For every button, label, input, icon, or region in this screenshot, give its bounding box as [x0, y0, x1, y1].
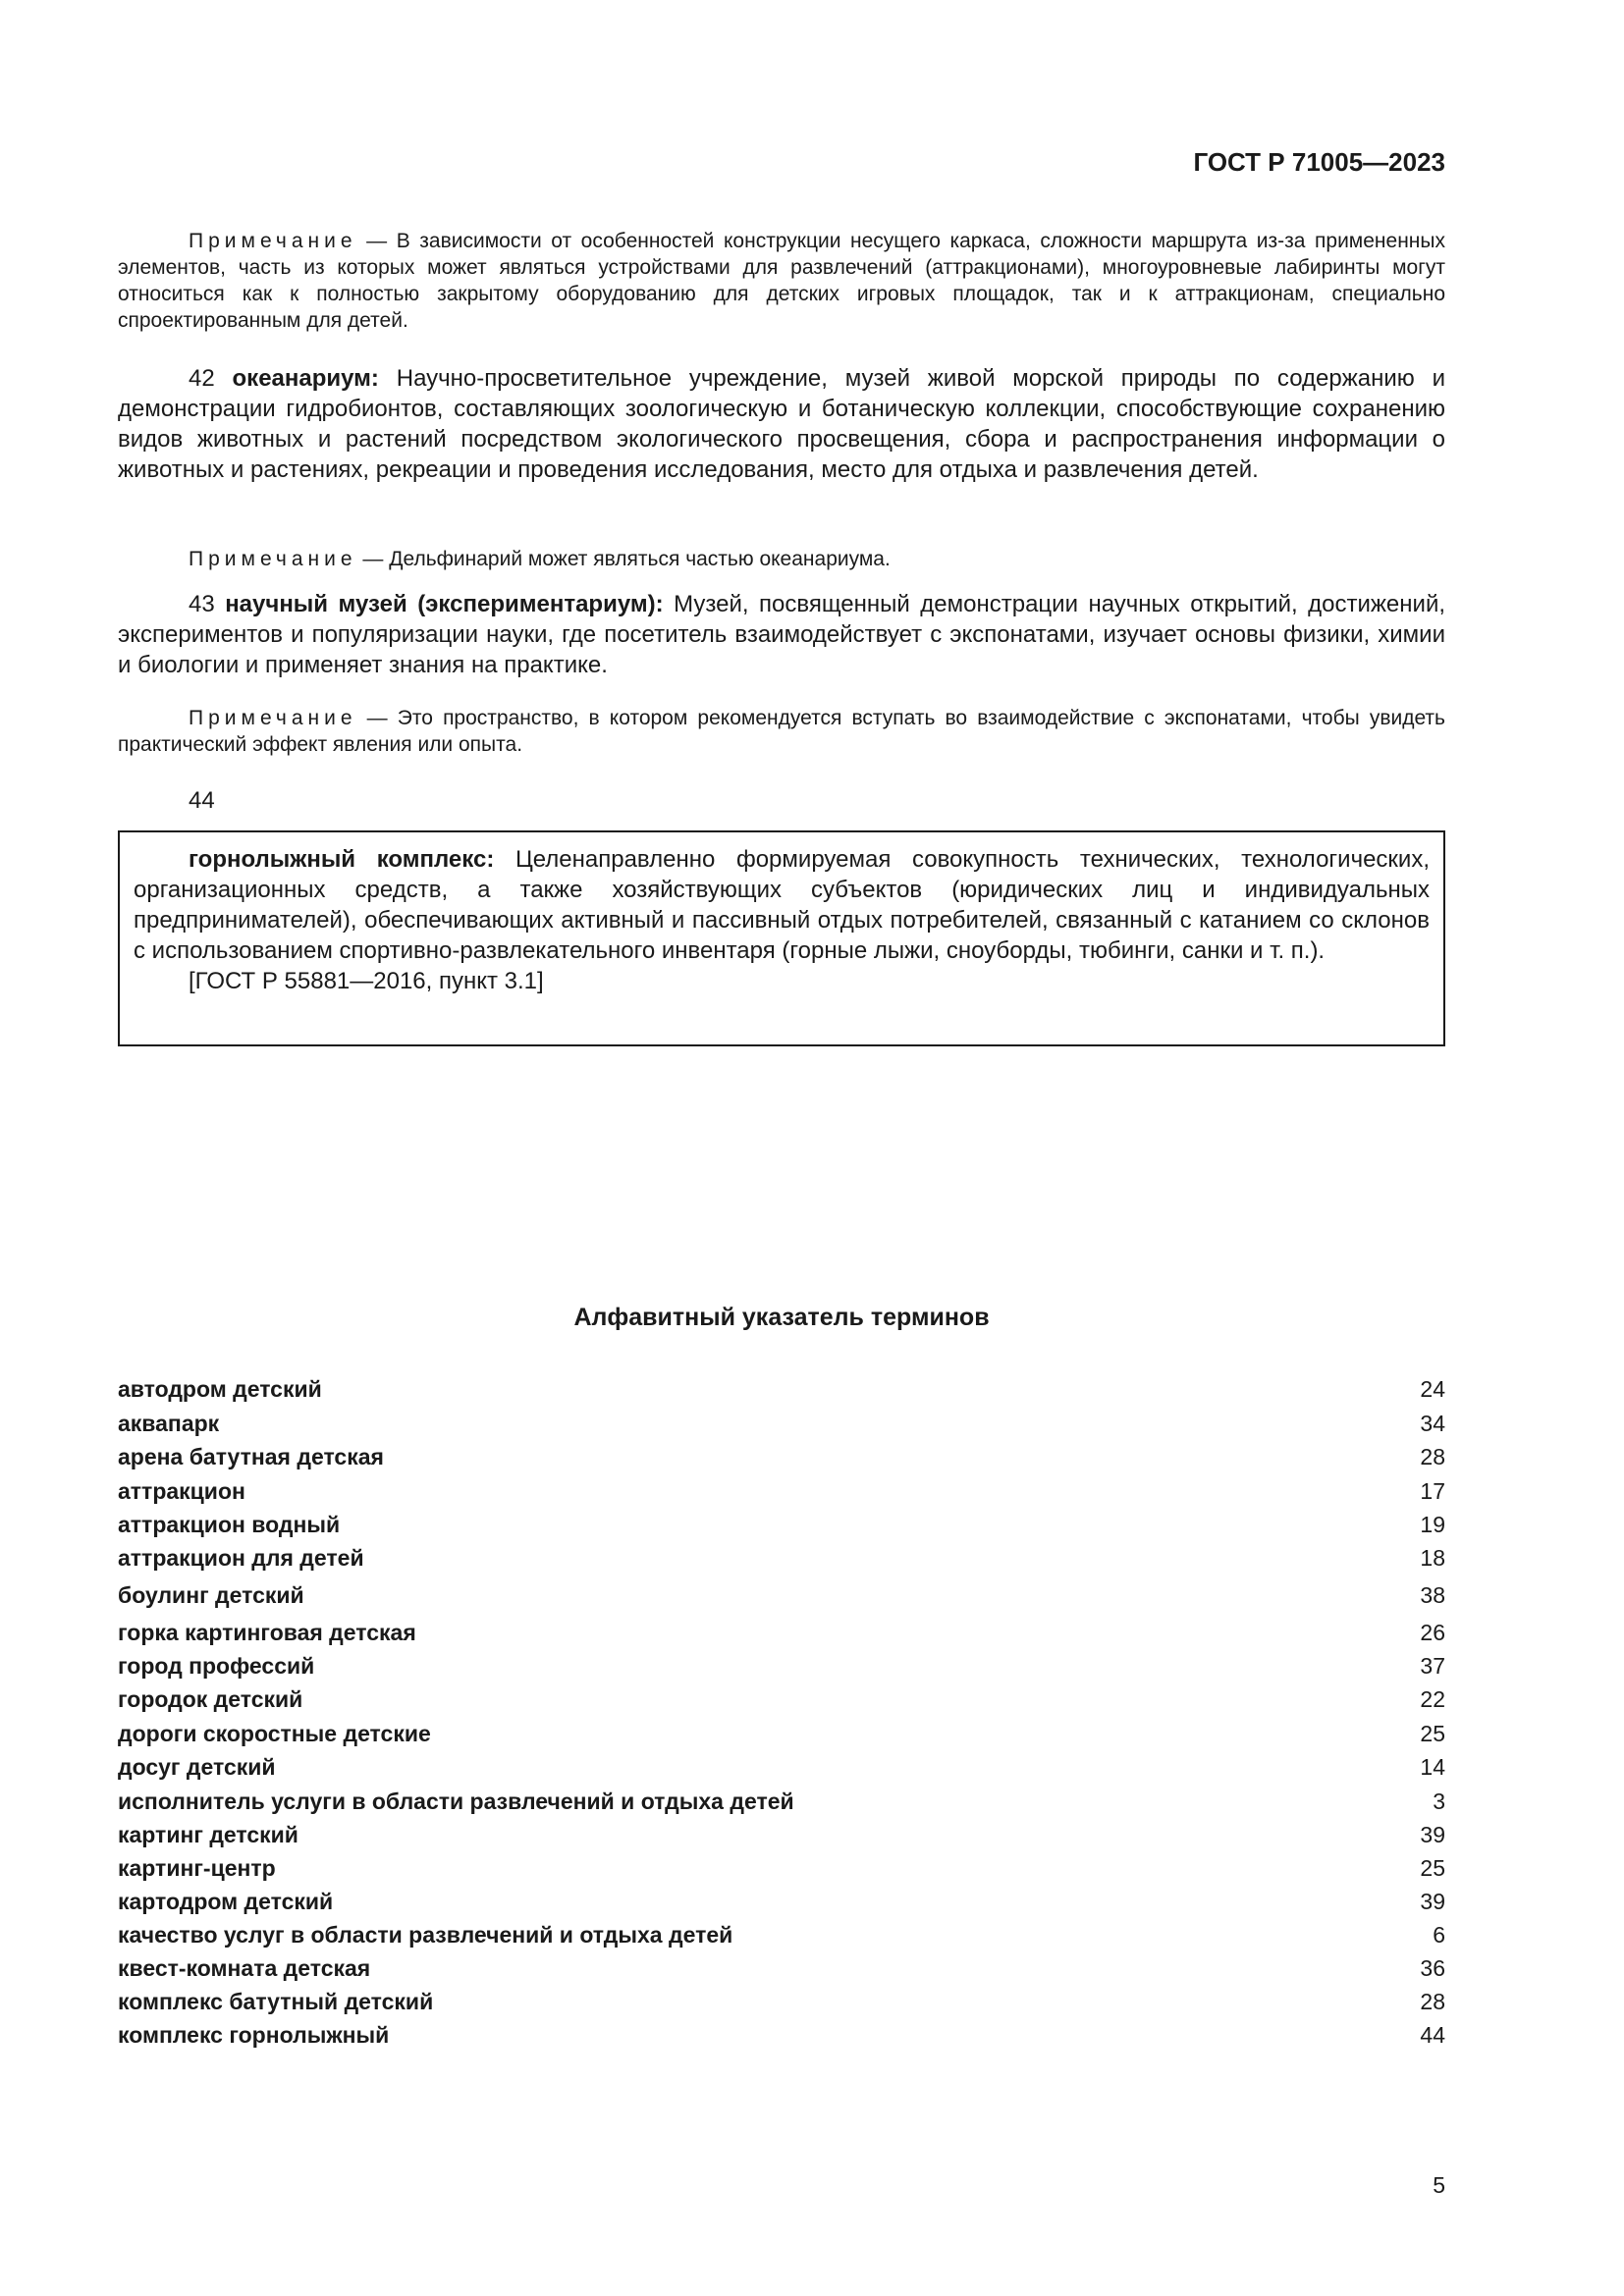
index-entry-term: город профессий: [118, 1653, 315, 1679]
index-entry: [118, 1820, 1445, 1849]
index-entry-term: комплекс батутный детский: [118, 1989, 434, 2014]
index-entry-term: картинг-центр: [118, 1855, 276, 1881]
term-definition: Музей, посвященный демонстрации научных открытий, достижений, экспериментов и популяризации науки, где посетитель взаимодействует с экспонатами, изучает основы физики, химии и биологии и применяет знания на практике.: [118, 591, 1446, 678]
index-entry-number: 26: [1420, 1620, 1445, 1645]
index-entry-term: аттракцион водный: [118, 1512, 341, 1537]
index-entry-term: аквапарк: [118, 1411, 220, 1436]
note-dash: —: [356, 230, 397, 252]
index-entry-term: исполнитель услуги в области развлечений и отдыха детей: [118, 1789, 794, 1814]
page-number: 5: [1433, 2172, 1445, 2198]
index-entry: [118, 1787, 1445, 1816]
index-entry-term: аттракцион: [118, 1478, 245, 1504]
quoted-term-box: [118, 830, 1445, 1046]
index-entry: [118, 1543, 1445, 1573]
term-name: океанариум:: [232, 365, 379, 392]
note-label: Примечание: [189, 230, 357, 252]
index-entry: [118, 1409, 1445, 1438]
note-paragraph: [118, 228, 1445, 334]
index-entry-term: дороги скоростные детские: [118, 1721, 431, 1746]
index-entry-number: 28: [1420, 1444, 1445, 1469]
index-entry: [118, 1920, 1445, 1949]
index-entry: [118, 1719, 1445, 1748]
term-definition: Научно-просветительное учреждение, музей живой морской природы по содержанию и демонстрации гидробионтов, составляющих зоологическую и ботаническую коллекции, способствующие сохранению видов животных и растений посредством экологического просвещения, сбора и распространения информации о животных и растениях, рекреации и проведения исследования, место для отдыха и развлечения детей.: [118, 365, 1445, 483]
index-entry-term: городок детский: [118, 1686, 303, 1712]
term-definition: Целенаправленно формируемая совокупность технических, технологических, организационных средств, а также хозяйствующих субъектов (юридических лиц и индивидуальных предпринимателей), обеспечивающих активный и пассивный отдых потребителей, связанный с катанием со склонов с использованием спортивно-развлекательного инвентаря (горные лыжи, сноуборды, тюбинги, санки и т. п.).: [134, 846, 1431, 964]
note-dash: —: [356, 548, 390, 570]
index-entry-number: 28: [1420, 1989, 1445, 2014]
document-header: ГОСТ Р 71005—2023: [1193, 147, 1445, 177]
note-label: Примечание: [189, 548, 357, 570]
index-entry-term: арена батутная детская: [118, 1444, 384, 1469]
index-entry: [118, 1651, 1445, 1681]
note-paragraph: [118, 705, 1445, 758]
index-entry-number: 39: [1420, 1889, 1445, 1914]
note-text: Дельфинарий может являться частью океанариума.: [389, 548, 891, 570]
index-entry-term: аттракцион для детей: [118, 1545, 364, 1571]
note-dash: —: [356, 707, 398, 729]
index-entry: [118, 1853, 1445, 1883]
index-entry: [118, 1374, 1445, 1404]
term-number: 43: [189, 591, 215, 617]
index-entry: [118, 1580, 1445, 1610]
note-label: Примечание: [189, 707, 357, 729]
index-entry-term: качество услуг в области развлечений и отдыха детей: [118, 1922, 733, 1948]
index-entry-number: 34: [1420, 1411, 1445, 1436]
index-entry-number: 24: [1420, 1376, 1445, 1402]
term-source-reference: [ГОСТ Р 55881—2016, пункт 3.1]: [189, 968, 544, 994]
index-entry-number: 39: [1420, 1822, 1445, 1847]
index-entry-number: 25: [1420, 1855, 1445, 1881]
index-entry-term: комплекс горнолыжный: [118, 2022, 390, 2048]
index-entry-term: квест-комната детская: [118, 1955, 371, 1981]
index-entry-number: 25: [1420, 1721, 1445, 1746]
index-entry: [118, 1684, 1445, 1714]
index-entry-term: боулинг детский: [118, 1582, 304, 1608]
index-entry-term: картинг детский: [118, 1822, 298, 1847]
index-entry-term: автодром детский: [118, 1376, 322, 1402]
term-name: научный музей (экспериментариум):: [225, 591, 664, 617]
index-entry-number: 18: [1420, 1545, 1445, 1571]
index-entry-number: 6: [1433, 1922, 1445, 1948]
index-entry: [118, 1987, 1445, 2016]
index-entry: [118, 1953, 1445, 1983]
index-entry-term: горка картинговая детская: [118, 1620, 416, 1645]
index-entry-number: 36: [1420, 1955, 1445, 1981]
term-entry-43: [118, 589, 1445, 680]
note-paragraph: [118, 546, 1445, 572]
note-text: Это пространство, в котором рекомендуется вступать во взаимодействие с экспонатами, чтобы увидеть практический эффект явления или опыта.: [118, 707, 1445, 756]
index-entry-term: картодром детский: [118, 1889, 334, 1914]
index-entry: [118, 1476, 1445, 1506]
index-entry: [118, 1887, 1445, 1916]
index-entry-term: досуг детский: [118, 1754, 276, 1780]
index-entry: [118, 1618, 1445, 1647]
index-entry: [118, 1752, 1445, 1782]
index-entry: [118, 1442, 1445, 1471]
index-entry-number: 37: [1420, 1653, 1445, 1679]
index-entry-number: 17: [1420, 1478, 1445, 1504]
term-number-44: 44: [189, 787, 215, 814]
term-name: горнолыжный комплекс:: [189, 846, 495, 873]
term-entry-42: [118, 363, 1445, 485]
index-entry-number: 38: [1420, 1582, 1445, 1608]
index-entry: [118, 1510, 1445, 1539]
term-number: 42: [189, 365, 215, 392]
index-entry-number: 44: [1420, 2022, 1445, 2048]
index-entry-number: 22: [1420, 1686, 1445, 1712]
index-entry-number: 19: [1420, 1512, 1445, 1537]
index-entry-number: 3: [1433, 1789, 1445, 1814]
term-entry-44: [134, 844, 1430, 966]
note-text: В зависимости от особенностей конструкции несущего каркаса, сложности маршрута из-за примененных элементов, часть из которых может являться устройствами для развлечений (аттракционами), многоуровневые лабиринты могут относиться как к полностью закрытому оборудованию для детских игровых площадок, так и к аттракционам, специально спроектированным для детей.: [118, 230, 1445, 332]
index-entry: [118, 2020, 1445, 2050]
index-title: Алфавитный указатель терминов: [573, 1304, 990, 1331]
index-entry-number: 14: [1420, 1754, 1445, 1780]
